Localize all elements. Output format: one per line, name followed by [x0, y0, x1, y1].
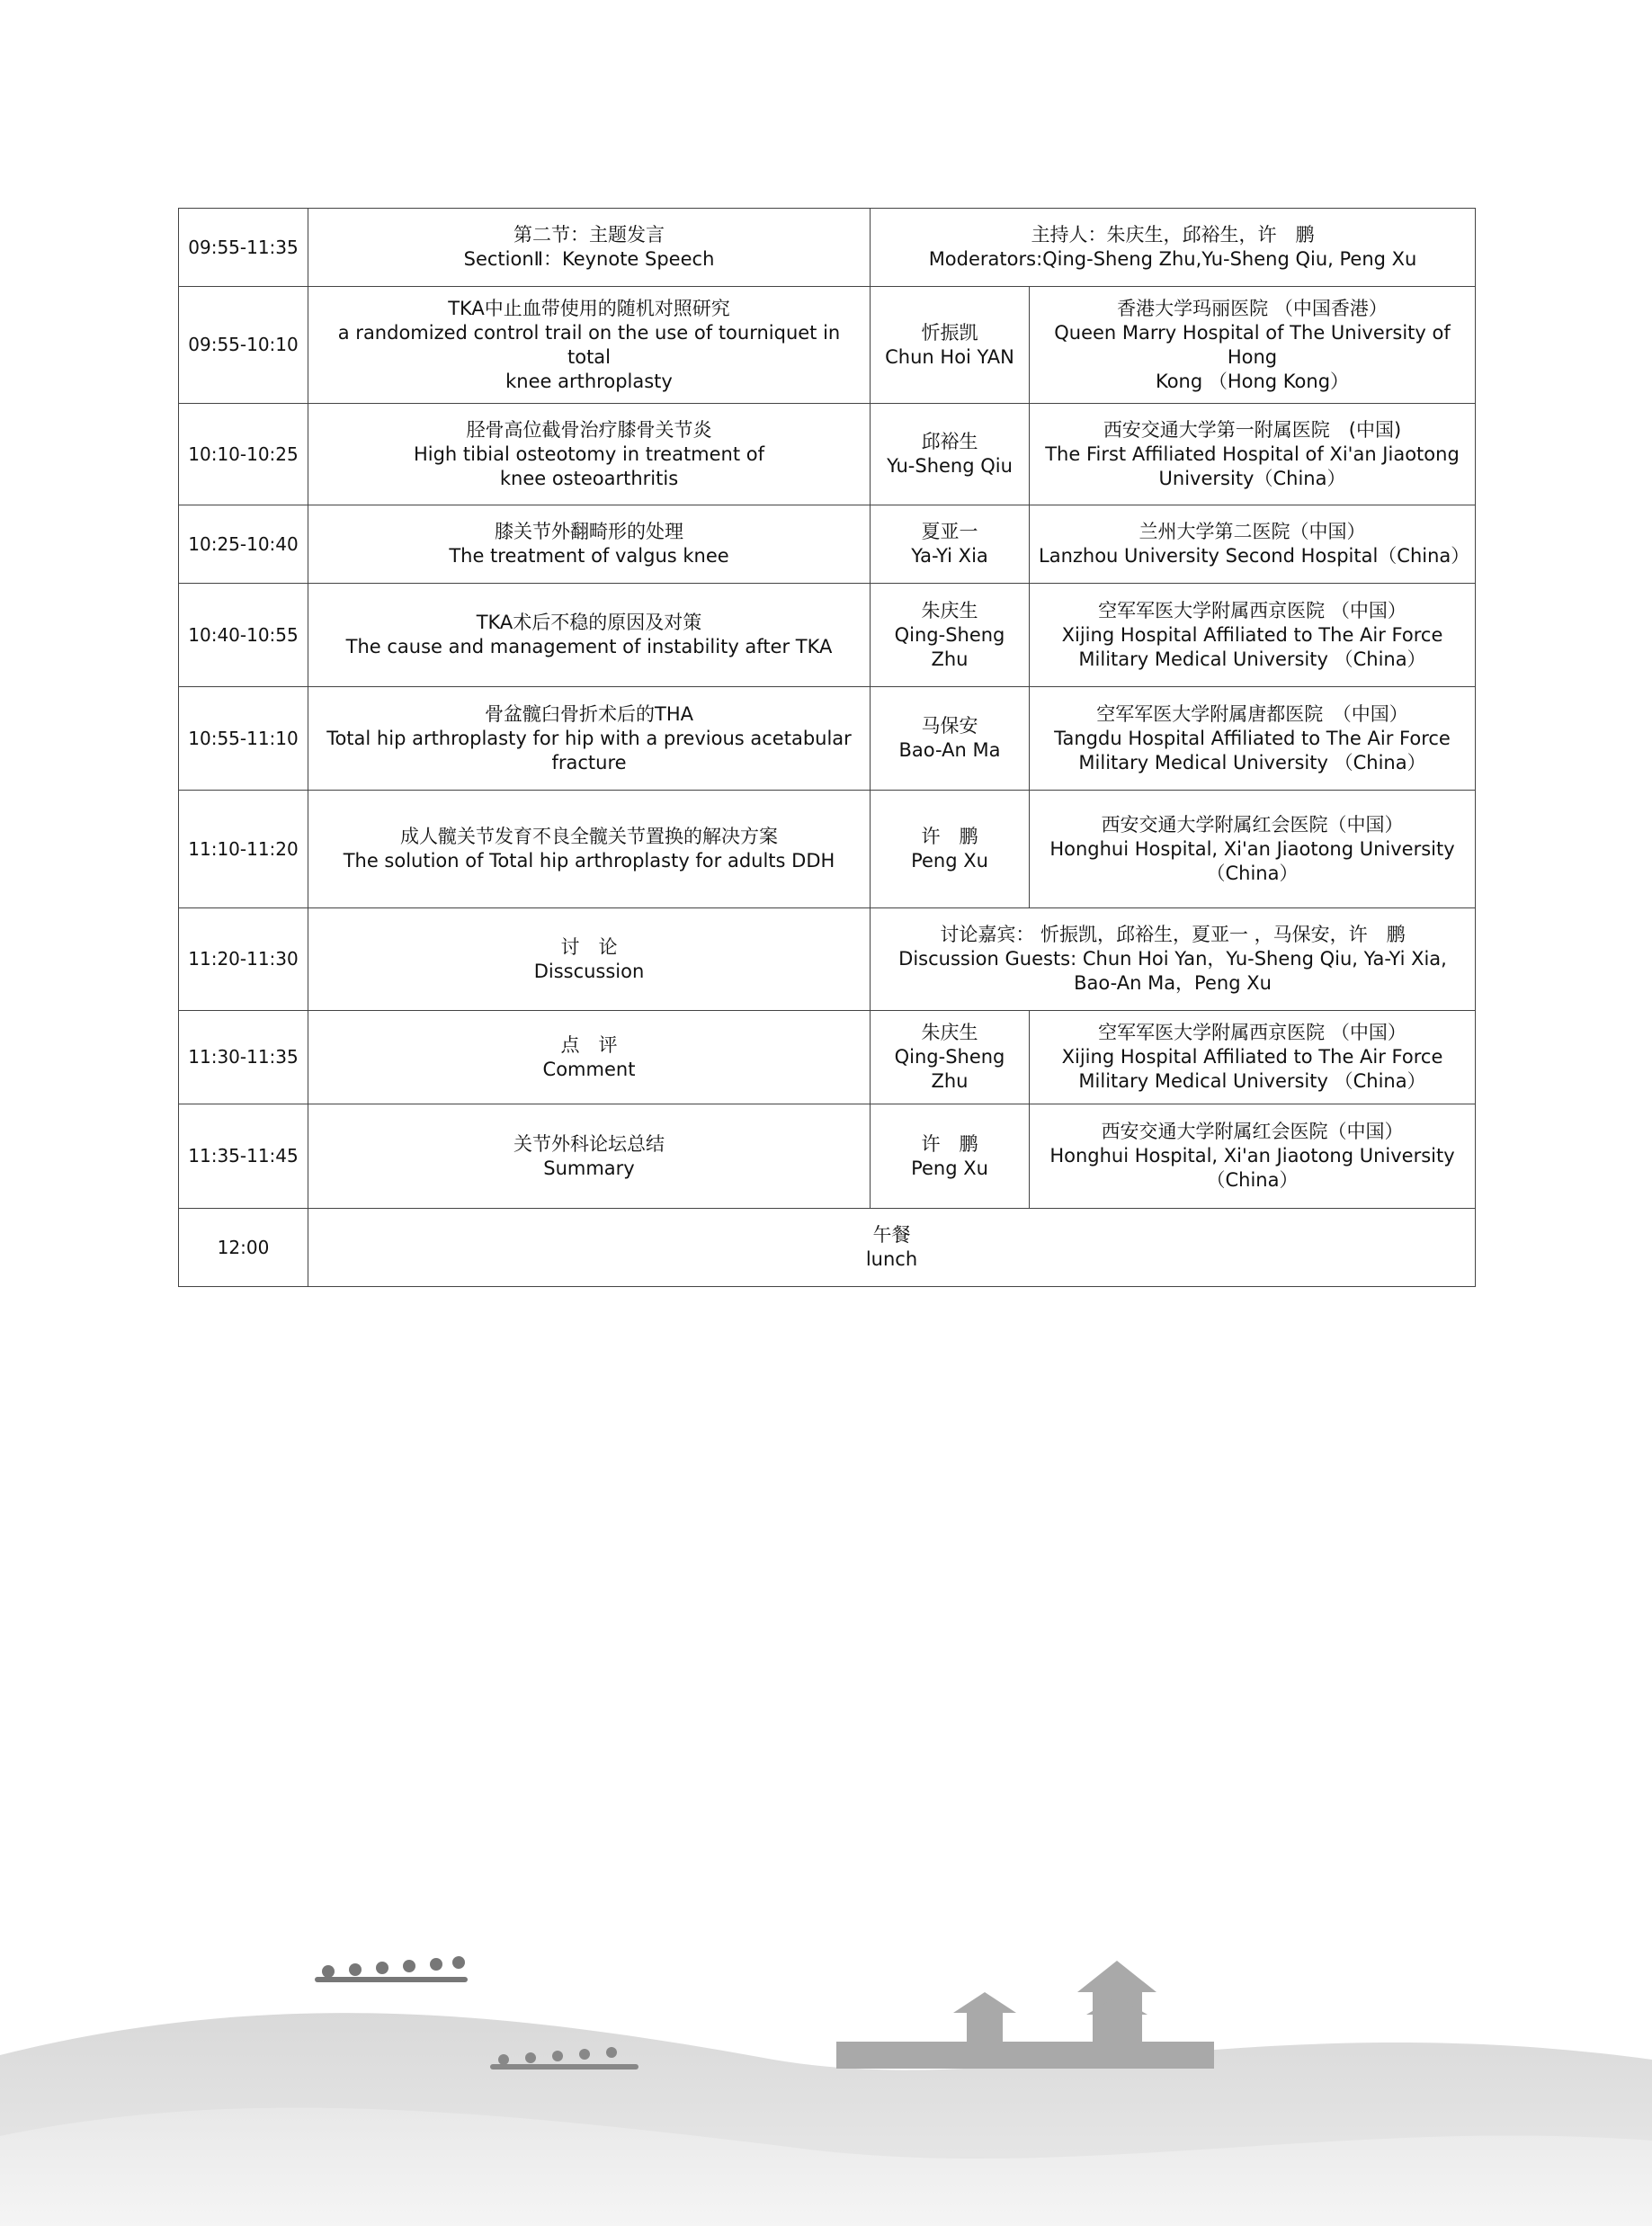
speaker-en: Qing-Sheng Zhu — [894, 623, 1005, 670]
topic-en: Total hip arthroplasty for hip with a previous acetabular — [326, 727, 852, 749]
affiliation-cn: 西安交通大学附属红会医院（中国） — [1101, 813, 1404, 836]
time-cell: 10:25-10:40 — [179, 505, 308, 584]
affiliation-en: Xijing Hospital Affiliated to The Air Force — [1061, 623, 1443, 646]
affiliation-en: （China） — [1206, 1169, 1299, 1191]
summary-row — [179, 1104, 1476, 1209]
affiliation-en: Honghui Hospital, Xi'an Jiaotong University — [1049, 837, 1455, 860]
time-cell: 12:00 — [179, 1209, 308, 1287]
speaker-en: Peng Xu — [911, 1157, 988, 1179]
topic-en: fracture — [551, 751, 627, 773]
time-cell: 10:55-11:10 — [179, 687, 308, 791]
topic-cn: 胫骨高位截骨治疗膝骨关节炎 — [466, 418, 712, 441]
time-cell: 09:55-10:10 — [179, 287, 308, 404]
affiliation-en: （China） — [1206, 862, 1299, 884]
moderators-cell — [871, 209, 1476, 287]
talk-row — [179, 287, 1476, 404]
topic-cell — [308, 287, 871, 404]
affiliation-en: Lanzhou University Second Hospital（China） — [1039, 545, 1470, 567]
talk-row — [179, 791, 1476, 908]
topic-cell — [308, 1011, 871, 1104]
affiliation-cell — [1030, 287, 1476, 404]
topic-cn: 成人髋关节发育不良全髋关节置换的解决方案 — [400, 826, 778, 847]
guests-cn: 讨论嘉宾： 忻振凯，邱裕生，夏亚一 ，马保安，许 鹏 — [940, 924, 1406, 945]
affiliation-en: Tangdu Hospital Affiliated to The Air Force — [1054, 727, 1451, 749]
topic-cell — [308, 505, 871, 584]
discussion-title-cell — [308, 908, 871, 1011]
affiliation-en: The First Affiliated Hospital of Xi'an Jiaotong — [1045, 443, 1460, 465]
speaker-cn: 朱庆生 — [921, 1022, 978, 1043]
comment-row — [179, 1011, 1476, 1104]
topic-cn: TKA中止血带使用的随机对照研究 — [448, 297, 730, 319]
speaker-cell — [871, 505, 1030, 584]
speaker-cell — [871, 404, 1030, 505]
speaker-en: Chun Hoi YAN — [885, 345, 1014, 368]
moderators-en: Moderators:Qing-Sheng Zhu,Yu-Sheng Qiu, Peng Xu — [928, 248, 1417, 270]
speaker-cell — [871, 287, 1030, 404]
affiliation-cn: 兰州大学第二医院（中国） — [1139, 521, 1366, 542]
time-cell: 11:10-11:20 — [179, 791, 308, 908]
speaker-cell — [871, 687, 1030, 791]
topic-en: The solution of Total hip arthroplasty for adults DDH — [343, 850, 835, 872]
time-cell: 10:40-10:55 — [179, 584, 308, 687]
speaker-en: Qing-Sheng Zhu — [894, 1046, 1005, 1092]
affiliation-en: Military Medical University （China） — [1078, 648, 1426, 670]
topic-cell — [308, 404, 871, 505]
topic-cn: 膝关节外翻畸形的处理 — [495, 521, 683, 542]
city-wall-icon — [836, 1961, 1214, 2069]
time-cell: 09:55-11:35 — [179, 209, 308, 287]
affiliation-cn: 空军军医大学附属西京医院 （中国） — [1098, 1022, 1406, 1043]
speaker-en: Peng Xu — [911, 850, 988, 872]
discussion-title-cn: 讨 论 — [560, 935, 618, 958]
speaker-en: Bao-An Ma — [898, 739, 1001, 761]
time-cell: 11:35-11:45 — [179, 1104, 308, 1209]
topic-cell — [308, 1104, 871, 1209]
topic-en: Summary — [543, 1157, 635, 1179]
talk-row — [179, 404, 1476, 505]
affiliation-en: Queen Marry Hospital of The University of Hong — [1054, 321, 1451, 368]
lunch-en: lunch — [865, 1248, 918, 1270]
time-cell: 11:20-11:30 — [179, 908, 308, 1011]
speaker-cn: 许 鹏 — [921, 1132, 978, 1155]
affiliation-cell — [1030, 404, 1476, 505]
time-cell: 10:10-10:25 — [179, 404, 308, 505]
affiliation-cn: 香港大学玛丽医院 （中国香港） — [1117, 297, 1388, 319]
schedule-table — [178, 208, 1476, 1287]
speaker-cell — [871, 1011, 1030, 1104]
speaker-cn: 邱裕生 — [921, 431, 978, 452]
affiliation-cell — [1030, 791, 1476, 908]
affiliation-cn: 空军军医大学附属西京医院 （中国） — [1098, 599, 1406, 621]
talk-row — [179, 584, 1476, 687]
speaker-en: Ya-Yi Xia — [911, 545, 988, 567]
camel-caravan-icon — [315, 1956, 468, 1982]
affiliation-en: Kong （Hong Kong） — [1155, 370, 1350, 392]
speaker-en: Yu-Sheng Qiu — [887, 455, 1013, 477]
topic-en: a randomized control trail on the use of tourniquet in total — [337, 321, 841, 368]
topic-cell — [308, 687, 871, 791]
affiliation-cn: 空军军医大学附属唐都医院 （中国） — [1096, 702, 1408, 725]
speaker-cn: 许 鹏 — [921, 826, 978, 847]
affiliation-cell — [1030, 687, 1476, 791]
topic-cn: 骨盆髋臼骨折术后的THA — [485, 702, 693, 725]
speaker-cn: 朱庆生 — [921, 599, 978, 621]
talk-row — [179, 687, 1476, 791]
affiliation-en: Military Medical University （China） — [1078, 1070, 1426, 1092]
topic-cell — [308, 791, 871, 908]
desert-background — [0, 1925, 1652, 2226]
speaker-cn: 忻振凯 — [921, 321, 978, 344]
lunch-cn: 午餐 — [872, 1224, 911, 1246]
affiliation-cell — [1030, 1011, 1476, 1104]
speaker-cn: 马保安 — [921, 715, 978, 737]
discussion-guests-cell — [871, 908, 1476, 1011]
speaker-cell — [871, 584, 1030, 687]
section-title-en: SectionⅡ：Keynote Speech — [463, 248, 715, 270]
affiliation-cell — [1030, 584, 1476, 687]
moderators-cn: 主持人：朱庆生，邱裕生，许 鹏 — [1031, 224, 1315, 246]
guests-en: Bao-An Ma，Peng Xu — [1074, 972, 1272, 994]
section-row — [179, 209, 1476, 287]
lunch-cell — [308, 1209, 1476, 1287]
affiliation-en: University（China） — [1158, 467, 1346, 489]
time-cell: 11:30-11:35 — [179, 1011, 308, 1104]
affiliation-en: Military Medical University （China） — [1078, 751, 1426, 773]
talk-row — [179, 505, 1476, 584]
topic-cn: TKA术后不稳的原因及对策 — [476, 612, 702, 633]
speaker-cell — [871, 791, 1030, 908]
topic-cn: 关节外科论坛总结 — [513, 1132, 665, 1155]
affiliation-cell — [1030, 505, 1476, 584]
section-title-cell — [308, 209, 871, 287]
lunch-row — [179, 1209, 1476, 1287]
topic-en: The cause and management of instability after TKA — [345, 636, 833, 657]
affiliation-cn: 西安交通大学第一附属医院 (中国) — [1103, 418, 1402, 441]
topic-en: High tibial osteotomy in treatment of — [413, 443, 765, 465]
topic-cell — [308, 584, 871, 687]
topic-en: knee osteoarthritis — [499, 467, 679, 489]
discussion-row — [179, 908, 1476, 1011]
affiliation-en: Honghui Hospital, Xi'an Jiaotong University — [1049, 1145, 1455, 1167]
speaker-cell — [871, 1104, 1030, 1209]
topic-en: knee arthroplasty — [505, 370, 673, 392]
affiliation-cn: 西安交通大学附属红会医院（中国） — [1101, 1121, 1404, 1142]
speaker-cn: 夏亚一 — [921, 521, 978, 542]
topic-en: The treatment of valgus knee — [449, 545, 729, 567]
topic-cn: 点 评 — [560, 1033, 618, 1056]
discussion-title-en: Disscussion — [533, 960, 645, 982]
section-title-cn: 第二节：主题发言 — [513, 224, 665, 246]
affiliation-en: Xijing Hospital Affiliated to The Air Force — [1061, 1046, 1443, 1068]
affiliation-cell — [1030, 1104, 1476, 1209]
topic-en: Comment — [542, 1058, 636, 1080]
guests-en: Discussion Guests: Chun Hoi Yan，Yu-Sheng Qiu, Ya-Yi Xia, — [898, 948, 1447, 970]
